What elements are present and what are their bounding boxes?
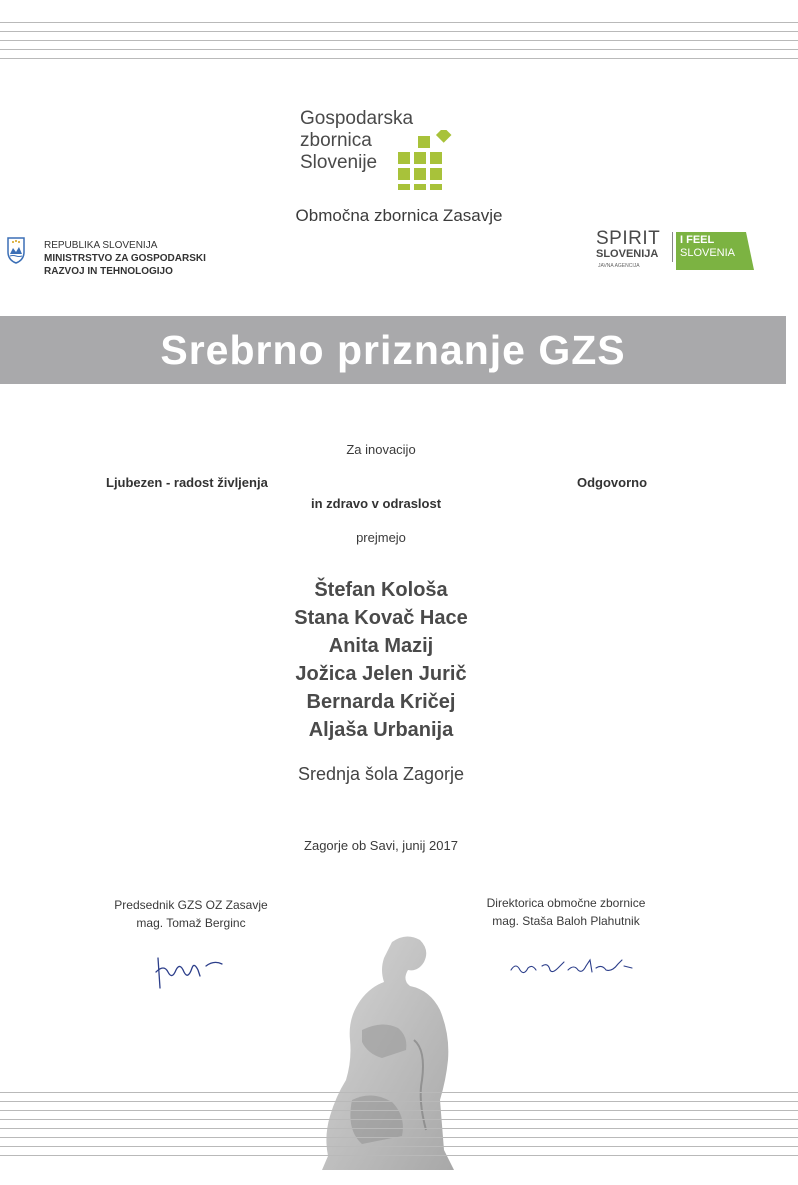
spirit-sub: SLOVENIJA bbox=[596, 248, 659, 260]
right-handwritten-signature-icon bbox=[508, 956, 638, 980]
recipient-name: Štefan Kološa bbox=[314, 579, 448, 601]
received-label: prejmejo bbox=[356, 530, 406, 545]
recipient-name: Jožica Jelen Jurič bbox=[295, 663, 467, 685]
spirit-separator bbox=[672, 232, 673, 262]
left-handwritten-signature-icon bbox=[150, 950, 230, 995]
left-signatory-name: mag. Tomaž Berginc bbox=[136, 916, 246, 930]
place-and-date: Zagorje ob Savi, junij 2017 bbox=[304, 838, 458, 853]
innovation-title-bottom: in zdravo v odraslost bbox=[311, 496, 442, 511]
recipient-name: Stana Kovač Hace bbox=[294, 607, 468, 629]
ifeel-line-2: SLOVENIA bbox=[680, 247, 736, 259]
left-signatory bbox=[96, 896, 286, 932]
logo-line-1: Gospodarska bbox=[300, 108, 414, 129]
ministry-text bbox=[44, 239, 206, 278]
ministry-line-2: MINISTRSTVO ZA GOSPODARSKI bbox=[44, 253, 206, 264]
bottom-decorative-lines bbox=[0, 1092, 798, 1164]
school-name: Srednja šola Zagorje bbox=[297, 764, 465, 784]
right-signatory-name: mag. Staša Baloh Plahutnik bbox=[492, 914, 640, 928]
recipient-name: Aljaša Urbanija bbox=[308, 719, 454, 741]
chamber-name: Območna zbornica Zasavje bbox=[295, 206, 503, 225]
logo-line-2: zbornica bbox=[300, 130, 372, 151]
ifeel-line-1: I FEEL bbox=[680, 234, 715, 246]
gzs-logo-text bbox=[300, 108, 413, 174]
ministry-line-3: RAZVOJ IN TEHNOLOGIJO bbox=[44, 266, 173, 277]
logo-line-3: Slovenije bbox=[300, 152, 378, 173]
ministry-line-1: REPUBLIKA SLOVENIJA bbox=[44, 240, 158, 251]
recipient-name: Bernarda Kričej bbox=[306, 691, 456, 713]
spirit-slovenia-logo bbox=[596, 230, 756, 272]
right-signatory-role: Direktorica območne zbornice bbox=[486, 896, 646, 910]
innovation-title-right: Odgovorno bbox=[577, 475, 648, 490]
right-signatory bbox=[466, 894, 666, 930]
award-title: Srebrno priznanje GZS bbox=[160, 327, 626, 373]
recipient-name: Anita Mazij bbox=[328, 635, 434, 657]
left-signatory-role: Predsednik GZS OZ Zasavje bbox=[114, 898, 268, 912]
innovation-title-left: Ljubezen - radost življenja bbox=[106, 475, 268, 490]
recipient-list bbox=[0, 576, 762, 744]
top-decorative-lines bbox=[0, 22, 798, 67]
gzs-logo-grid-icon bbox=[398, 130, 454, 190]
slovenia-coat-of-arms-icon bbox=[6, 236, 26, 264]
spirit-name: SPIRIT bbox=[596, 228, 661, 249]
for-innovation-label: Za inovacijo bbox=[346, 442, 416, 457]
spirit-tiny: JAVNA AGENCIJA bbox=[598, 263, 640, 269]
